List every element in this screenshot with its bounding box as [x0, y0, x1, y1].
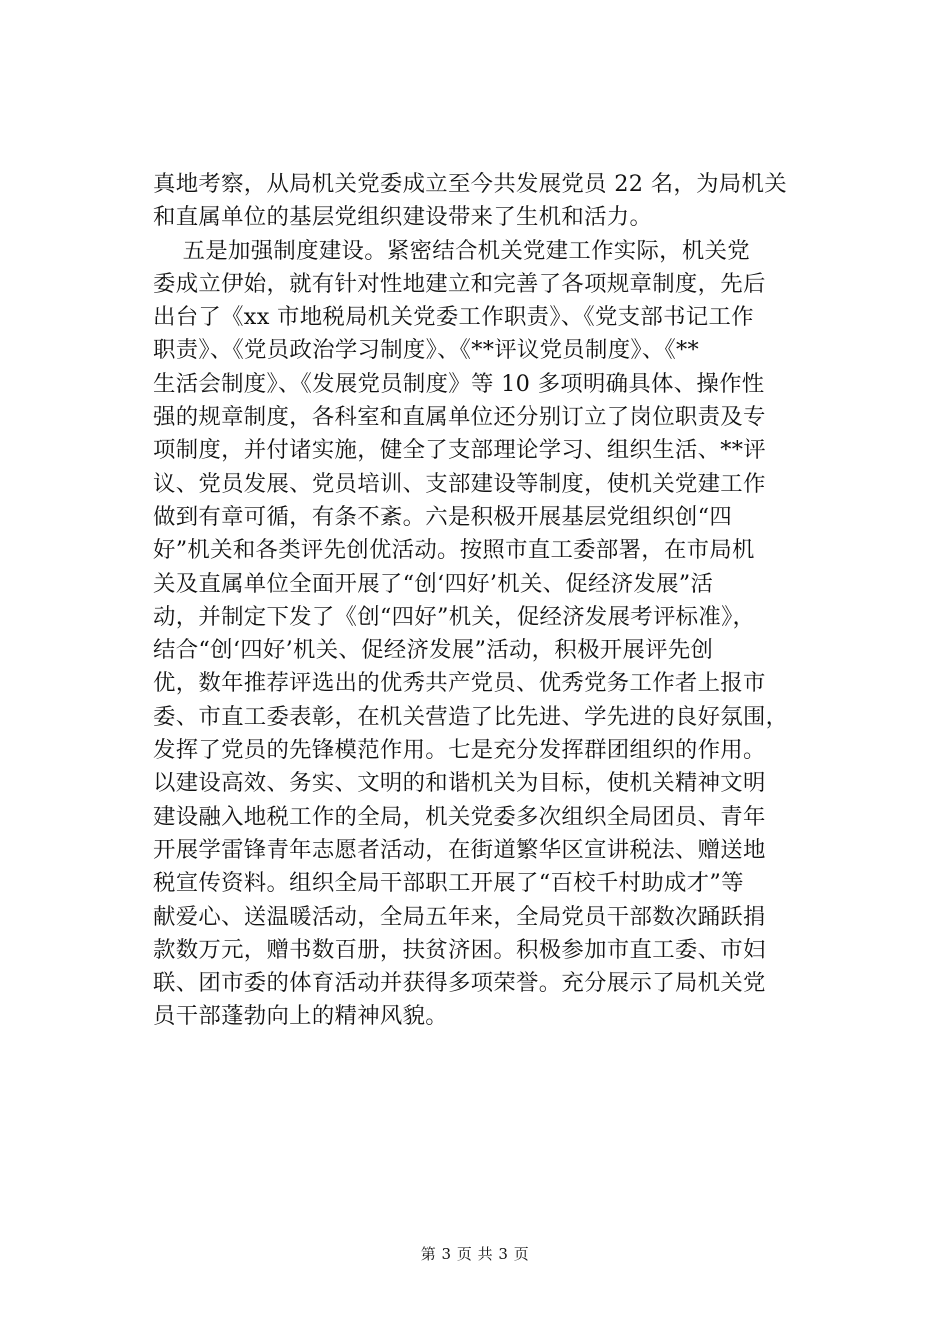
text-line: 强的规章制度，各科室和直属单位还分别订立了岗位职责及专 — [153, 404, 766, 431]
text-line: 职责》、《党员政治学习制度》、《**评议党员制度》、《** — [153, 337, 700, 364]
text-line: 结合“创‘四好’机关、促经济发展”活动，积极开展评先创 — [153, 637, 714, 664]
page-number-footer: 第 3 页 共 3 页 — [420, 1245, 530, 1263]
text-line: 委成立伊始，就有针对性地建立和完善了各项规章制度，先后 — [153, 270, 766, 297]
text-line: 五是加强制度建设。紧密结合机关党建工作实际，机关党 — [153, 237, 750, 264]
text-line: 和直属单位的基层党组织建设带来了生机和活力。 — [153, 204, 653, 231]
text-line: 做到有章可循，有条不紊。六是积极开展基层党组织创“四 — [153, 503, 733, 530]
text-line: 员干部蓬勃向上的精神风貌。 — [153, 1003, 448, 1030]
text-line: 出台了《xx 市地税局机关党委工作职责》、《党支部书记工作 — [153, 304, 754, 331]
text-line: 委、市直工委表彰，在机关营造了比先进、学先进的良好氛围， — [153, 703, 789, 730]
text-line: 项制度，并付诸实施，健全了支部理论学习、组织生活、**评 — [153, 437, 766, 464]
text-line: 税宣传资料。组织全局干部职工开展了“百校千村助成才”等 — [153, 870, 744, 897]
text-line: 优，数年推荐评选出的优秀共产党员、优秀党务工作者上报市 — [153, 670, 766, 697]
text-line: 生活会制度》、《发展党员制度》等 10 多项明确具体、操作性 — [153, 370, 765, 397]
text-line: 联、团市委的体育活动并获得多项荣誉。充分展示了局机关党 — [153, 970, 766, 997]
text-line: 发挥了党员的先锋模范作用。七是充分发挥群团组织的作用。 — [153, 737, 766, 764]
text-line: 真地考察，从局机关党委成立至今共发展党员 22 名，为局机关 — [153, 171, 787, 197]
text-line: 开展学雷锋青年志愿者活动，在街道繁华区宣讲税法、赠送地 — [153, 836, 766, 863]
text-line: 关及直属单位全面开展了“创‘四好’机关、促经济发展”活 — [153, 570, 714, 597]
text-line: 建设融入地税工作的全局，机关党委多次组织全局团员、青年 — [153, 803, 766, 830]
text-line: 好”机关和各类评先创优活动。按照市直工委部署，在市局机 — [153, 537, 755, 564]
paragraph-1 — [153, 168, 843, 235]
text-line: 动，并制定下发了《创“四好”机关，促经济发展考评标准》， — [153, 603, 756, 630]
text-line: 款数万元，赠书数百册，扶贫济困。积极参加市直工委、市妇 — [153, 936, 766, 963]
text-line: 议、党员发展、党员培训、支部建设等制度，使机关党建工作 — [153, 470, 766, 497]
paragraph-2 — [153, 235, 843, 1034]
text-line: 献爱心、送温暖活动，全局五年来，全局党员干部数次踊跃捐 — [153, 903, 766, 930]
text-line: 以建设高效、务实、文明的和谐机关为目标，使机关精神文明 — [153, 770, 766, 797]
document-body — [153, 168, 843, 1034]
